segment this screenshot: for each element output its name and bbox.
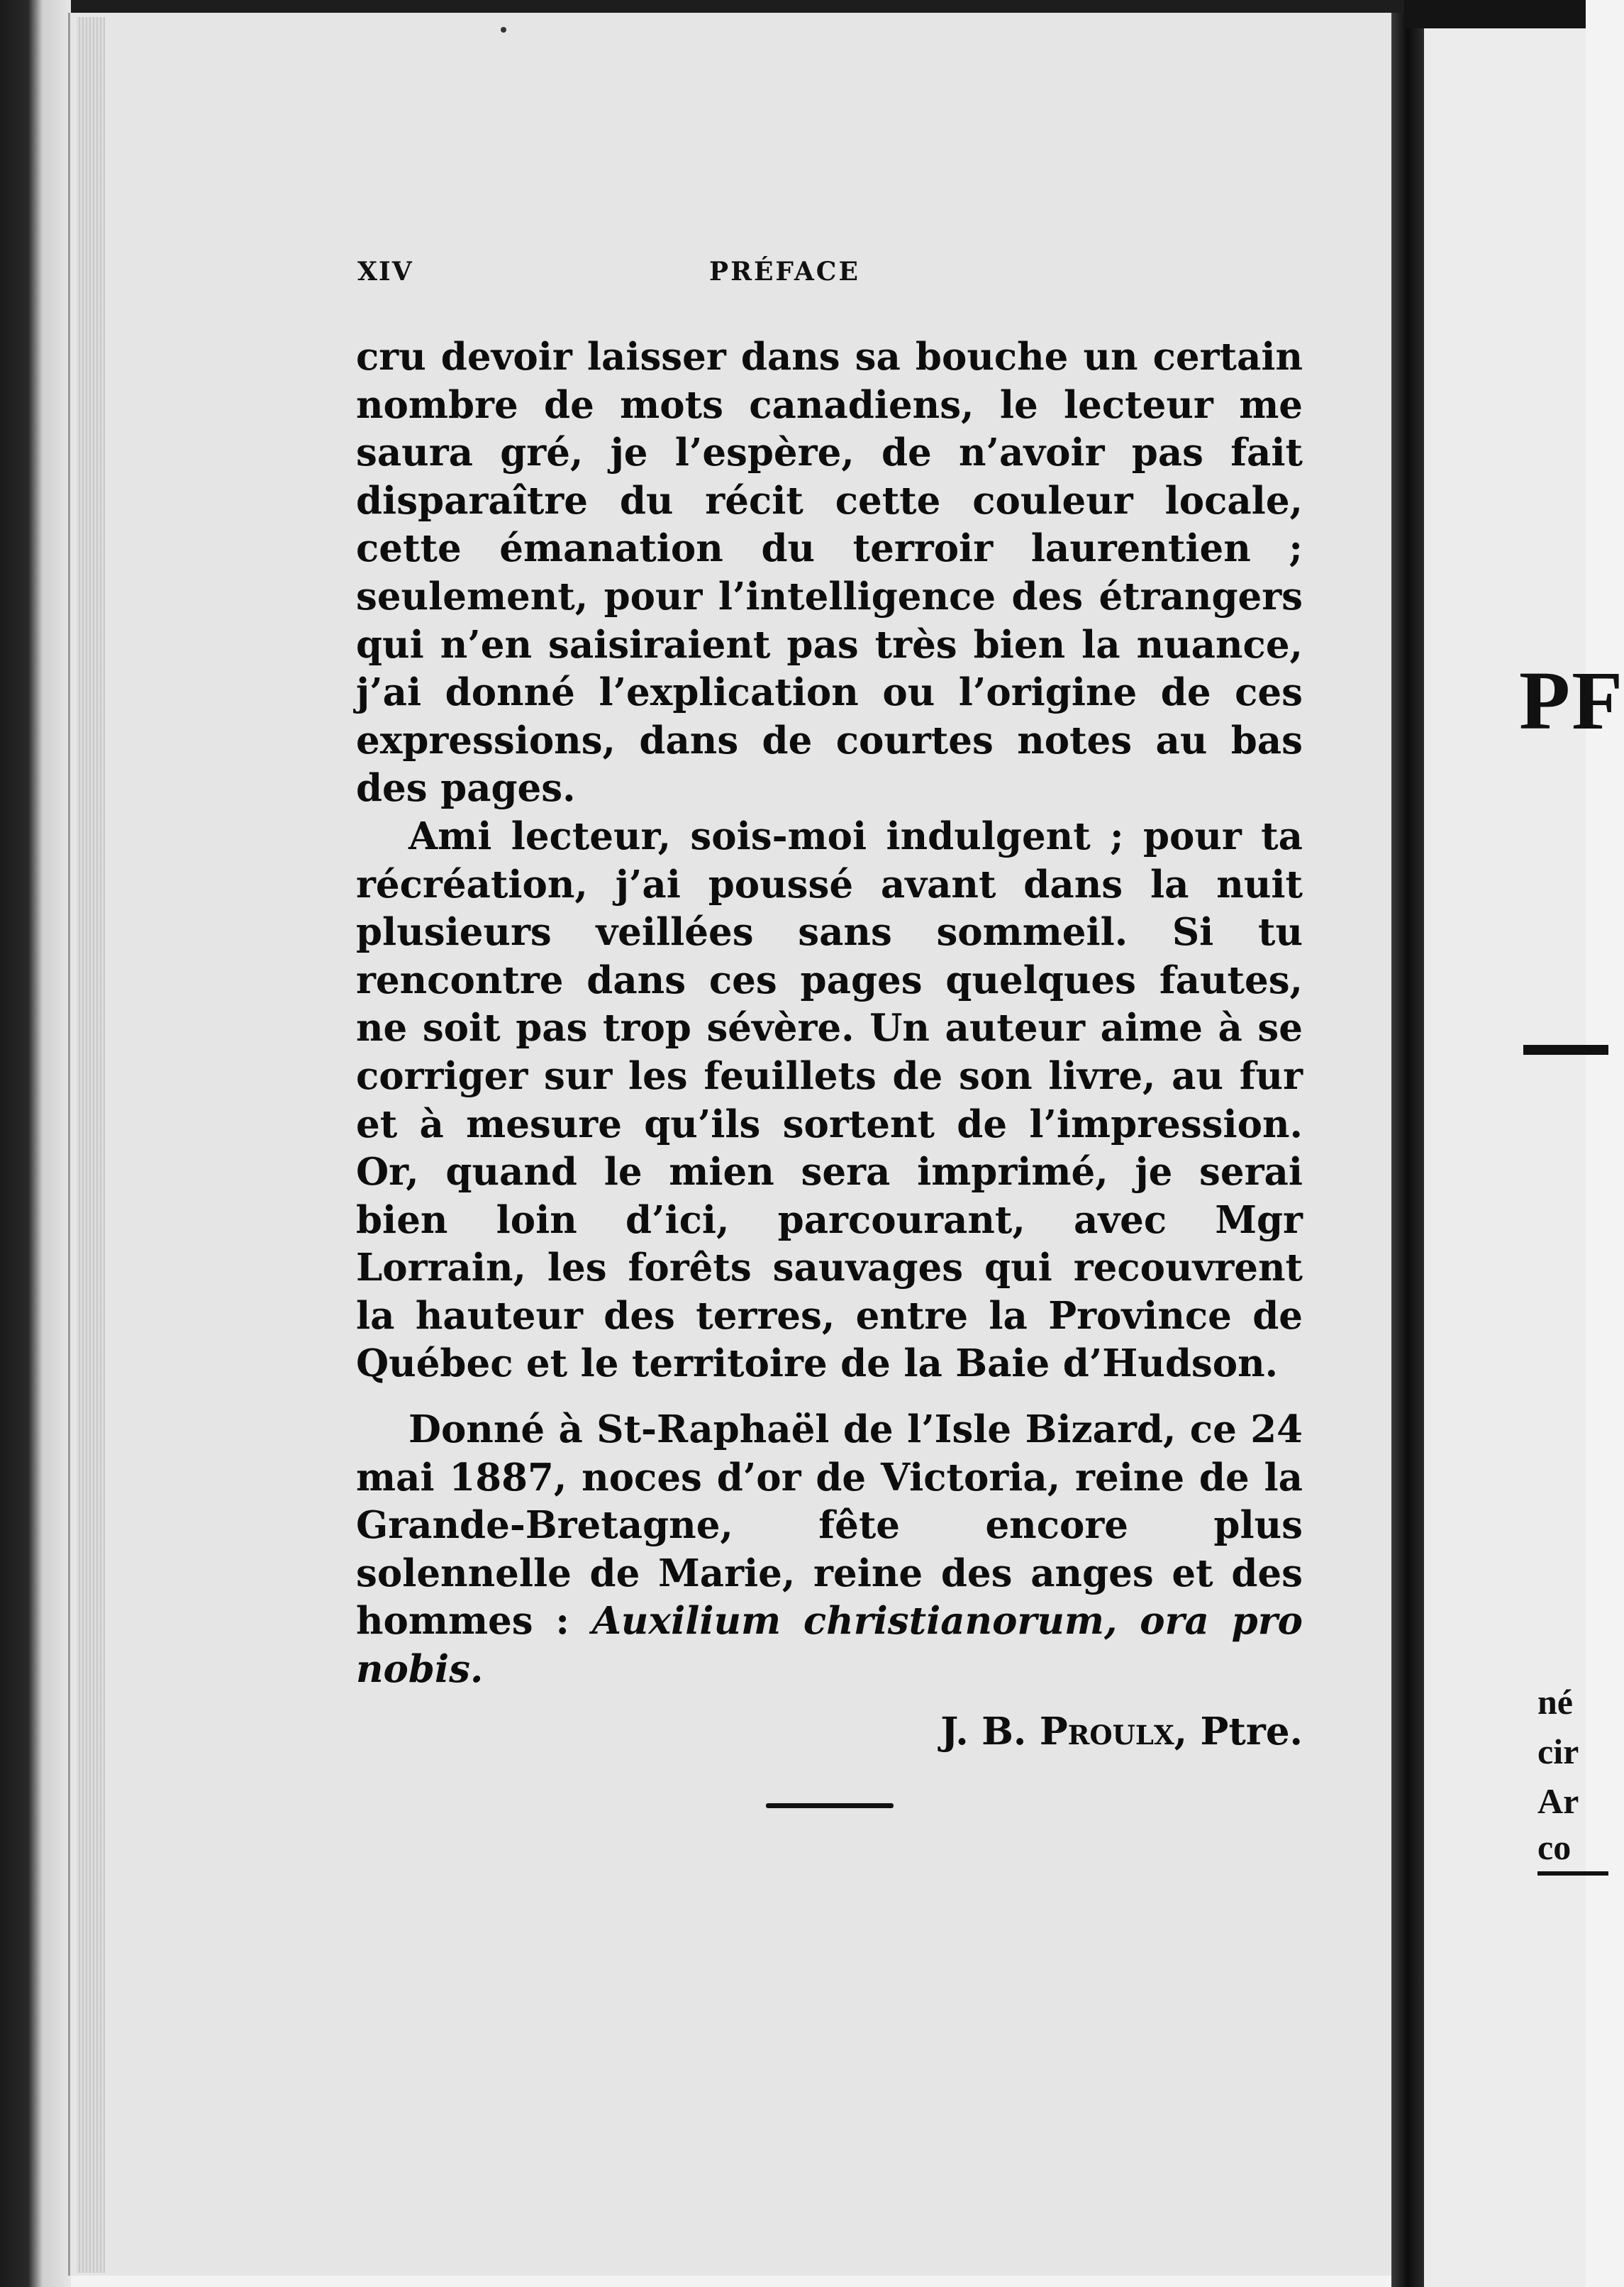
paragraph-3 bbox=[356, 1406, 1303, 1694]
adjacent-line-4: co bbox=[1537, 1827, 1572, 1867]
book-page-right bbox=[1424, 28, 1624, 2287]
paragraph-1: cru devoir laisser dans sa bouche un certain nombre de mots canadiens, le lecteur me saura gré, je l’espère, de n’avoir pas fait disparaître du récit cette couleur locale, cette émanation du terroir laurentien ; seulement, pour l’intelligence des étrangers qui n’en saisiraient pas très bien la nuance, j’ai donné l’explication ou l’origine de ces expressions, dans de courtes notes au bas des pages. bbox=[356, 335, 1303, 811]
signature-suffix: , Ptre. bbox=[1174, 1709, 1303, 1754]
signature bbox=[356, 1708, 1303, 1756]
adjacent-page-rule-2 bbox=[1537, 1871, 1608, 1876]
adjacent-line-1: né bbox=[1537, 1682, 1573, 1722]
adjacent-line-2: cir bbox=[1537, 1732, 1579, 1771]
page-number: XIV bbox=[357, 257, 413, 287]
end-ornament-rule bbox=[766, 1803, 894, 1808]
running-head bbox=[355, 257, 1305, 292]
body-text bbox=[356, 333, 1303, 1756]
adjacent-page-rule bbox=[1523, 1045, 1608, 1055]
scan-frame-left bbox=[0, 0, 71, 2287]
show-through-text bbox=[333, 1639, 340, 1672]
signature-name: Proulx bbox=[1039, 1709, 1174, 1754]
latin-invocation: Auxilium christianorum, ora pro nobis. bbox=[356, 1599, 1303, 1692]
adjacent-page-title-fragment: PF bbox=[1519, 654, 1624, 747]
paragraph-2: Ami lecteur, sois-moi indulgent ; pour ta récréation, j’ai poussé avant dans la nuit plusieurs veillées sans sommeil. Si tu rencontre dans ces pages quelques fautes, ne soit pas trop sévère. Un auteur aime à se corriger sur les feuillets de son livre, au fur et à mesure qu’ils sortent de l’impression. Or, quand le mien sera imprimé, je serai bien loin d’ici, parcourant, avec Mgr Lorrain, les forêts sauvages qui recouvrent la hauteur des terres, entre la Province de Québec et le territoire de la Baie d’Hudson. bbox=[356, 814, 1303, 1386]
book-spine bbox=[1391, 13, 1424, 2287]
adjacent-line-3: Ar bbox=[1537, 1781, 1579, 1821]
paragraph-3-text: Donné à St-Raphaël de l’Isle Bizard, ce 24 mai 1887, noces d’or de Victoria, reine de la Grande-Bretagne, fête encore plus solennelle de Marie, reine des anges et des hommes : bbox=[356, 1407, 1303, 1644]
signature-initials: J. B. bbox=[940, 1709, 1027, 1754]
scan-frame-top-right bbox=[1404, 0, 1586, 28]
speck bbox=[501, 27, 506, 33]
page-edges bbox=[77, 17, 105, 2273]
running-title: PRÉFACE bbox=[709, 257, 860, 287]
